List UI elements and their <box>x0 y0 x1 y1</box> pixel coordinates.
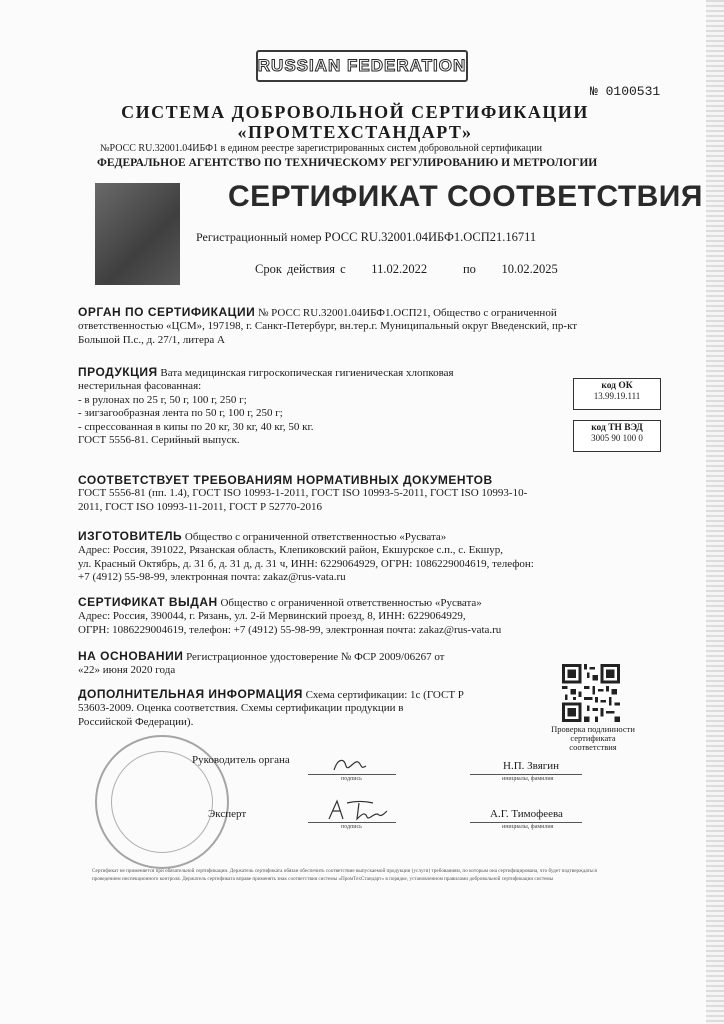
signature-name-sub-label: инициалы, фамилия <box>502 776 554 782</box>
qr-code-icon[interactable] <box>562 664 620 722</box>
registration-label: Регистрационный номер <box>196 230 322 244</box>
scan-edge <box>706 0 724 1024</box>
system-name-line2: «ПРОМТЕХСТАНДАРТ» <box>237 122 473 142</box>
footnote-line: проведением инспекционного контроля. Держатель сертификата вправе применять знак соответствия системы «ПромТехСтандарт» в порядке, установленном правилами добровольной сертификации системы <box>92 876 554 882</box>
validity-from: 11.02.2022 <box>371 262 428 276</box>
system-name-line1: СИСТЕМА ДОБРОВОЛЬНОЙ СЕРТИФИКАЦИИ <box>121 102 589 122</box>
signature-line <box>308 774 396 775</box>
code-tnved-value: 3005 90 100 0 <box>591 433 643 443</box>
issued-to-section <box>78 596 501 637</box>
signature-line <box>308 822 396 823</box>
product-line: Вата медицинская гигроскопическая гигиеническая хлопковая <box>160 367 454 379</box>
additional-info-line: Схема сертификации: 1с (ГОСТ Р <box>305 689 464 701</box>
signature-name-head: Н.П. Звягин <box>503 760 560 772</box>
code-okp-value: 13.99.19.111 <box>593 391 641 401</box>
registration-value: РОСС RU.32001.04ИБФ1.ОСП21.16711 <box>324 230 537 244</box>
product-line: нестерильная фасованная: <box>78 380 202 393</box>
basis-heading: НА ОСНОВАНИИ <box>78 649 184 663</box>
validity-to-label: по <box>462 262 476 276</box>
additional-info-section <box>78 688 464 729</box>
cert-body-heading: ОРГАН ПО СЕРТИФИКАЦИИ <box>78 305 256 319</box>
code-okp-box <box>573 378 661 410</box>
signature-name-sub-label: инициалы, фамилия <box>502 824 554 830</box>
product-line: ГОСТ 5556-81. Серийный выпуск. <box>78 434 240 447</box>
compliance-section <box>78 474 527 514</box>
signature-role-expert: Эксперт <box>208 808 247 820</box>
manufacturer-section <box>78 530 534 585</box>
signature-head-mark <box>330 756 370 774</box>
system-registry-note: №РОСС RU.32001.04ИБФ1 в едином реестре зарегистрированных систем добровольной сертификации <box>100 143 542 154</box>
additional-info-line: 53603-2009. Оценка соответствия. Схемы сертификации продукции в <box>78 702 404 715</box>
certificate-serial-number: № 0100531 <box>590 84 661 99</box>
certificate-title: СЕРТИФИКАТ СООТВЕТСТВИЯ <box>228 180 703 213</box>
product-line: - спрессованная в кипы по 20 кг, 30 кг, 40 кг, 50 кг. <box>78 420 314 433</box>
agency-name: ФЕДЕРАЛЬНОЕ АГЕНТСТВО ПО ТЕХНИЧЕСКОМУ РЕГУЛИРОВАНИЮ И МЕТРОЛОГИИ <box>97 157 598 169</box>
product-section <box>78 366 454 447</box>
signature-sub-label: подпись <box>341 824 362 830</box>
validity-label: Срок действия с <box>255 262 346 276</box>
signature-role-head: Руководитель органа <box>192 754 290 766</box>
signature-sub-label: подпись <box>341 776 362 782</box>
issued-to-heading: СЕРТИФИКАТ ВЫДАН <box>78 595 218 609</box>
manufacturer-line: +7 (4912) 55-98-99, электронная почта: zakaz@rus-vata.ru <box>78 571 346 584</box>
code-tnved-box <box>573 420 661 452</box>
issued-to-line: Общество с ограниченной ответственностью «Русвата» <box>220 597 482 609</box>
validity-to: 10.02.2025 <box>501 262 558 276</box>
basis-line: «22» июня 2020 года <box>78 664 176 677</box>
footnote-line: Сертификат не применяется при обязательной сертификации. Держатель сертификата обязан обеспечить соответствие выпускаемой продукции (услуги) требованиям, по которым она сертифицирована, что будет подтверждаться <box>92 868 597 874</box>
issued-to-line: ОГРН: 1086229004619, телефон: +7 (4912) 55-98-99, электронная почта: zakaz@rus-vata.ru <box>78 623 502 636</box>
cert-body-section <box>78 306 577 347</box>
signature-name-expert: А.Г. Тимофеева <box>490 808 563 820</box>
code-okp-label: код ОК <box>601 381 633 391</box>
manufacturer-line: Общество с ограниченной ответственностью «Русвата» <box>184 531 447 543</box>
qr-caption: Проверка подлинности сертификата соответствия <box>551 724 635 752</box>
signature-line <box>470 774 582 775</box>
cert-body-line: ответственностью «ЦСМ», 197198, г. Санкт-Петербург, вн.тер.г. Муниципальный округ Введенский, пр-кт <box>78 320 578 333</box>
code-tnved-label: код ТН ВЭД <box>591 423 643 433</box>
signature-line <box>470 822 582 823</box>
cert-body-line: Большой П.с., д. 27/1, литера А <box>78 333 225 346</box>
manufacturer-line: ул. Красный Октябрь, д. 31 б, д. 31 д, д. 31 ч, ИНН: 6229064929, ОГРН: 1086229004619, телефон: <box>78 557 534 570</box>
compliance-heading: СООТВЕТСТВУЕТ ТРЕБОВАНИЯМ НОРМАТИВНЫХ ДОКУМЕНТОВ <box>78 473 493 487</box>
russian-federation-banner: RUSSIAN FEDERATION <box>256 50 468 82</box>
product-line: - в рулонах по 25 г, 50 г, 100 г, 250 г; <box>78 393 247 406</box>
manufacturer-heading: ИЗГОТОВИТЕЛЬ <box>78 529 183 543</box>
registration-number-line <box>196 230 536 245</box>
product-line: - зигзагообразная лента по 50 г, 100 г, 250 г; <box>78 407 283 420</box>
basis-line: Регистрационное удостоверение № ФСР 2009/06267 от <box>186 651 445 663</box>
cert-body-line: № РОСС RU.32001.04ИБФ1.ОСП21, Общество с ограниченной <box>257 307 557 319</box>
signature-expert-mark <box>325 797 389 823</box>
validity-line <box>255 262 558 277</box>
additional-info-line: Российской Федерации). <box>78 715 194 728</box>
issued-to-line: Адрес: Россия, 390044, г. Рязань, ул. 2-й Мервинский проезд, 8, ИНН: 6229064929, <box>78 610 466 623</box>
manufacturer-line: Адрес: Россия, 391022, Рязанская область, Клепиковский район, Екшурское с.п., с. Екшур, <box>78 544 503 557</box>
product-heading: ПРОДУКЦИЯ <box>78 365 158 379</box>
additional-info-heading: ДОПОЛНИТЕЛЬНАЯ ИНФОРМАЦИЯ <box>78 687 303 701</box>
compliance-line: ГОСТ 5556-81 (пп. 1.4), ГОСТ ISO 10993-1-2011, ГОСТ ISO 10993-5-2011, ГОСТ ISO 10993-10- <box>78 487 528 500</box>
compliance-line: 2011, ГОСТ ISO 10993-11-2011, ГОСТ Р 52770-2016 <box>78 500 323 513</box>
basis-section <box>78 650 444 678</box>
hologram-emblem <box>95 183 180 285</box>
